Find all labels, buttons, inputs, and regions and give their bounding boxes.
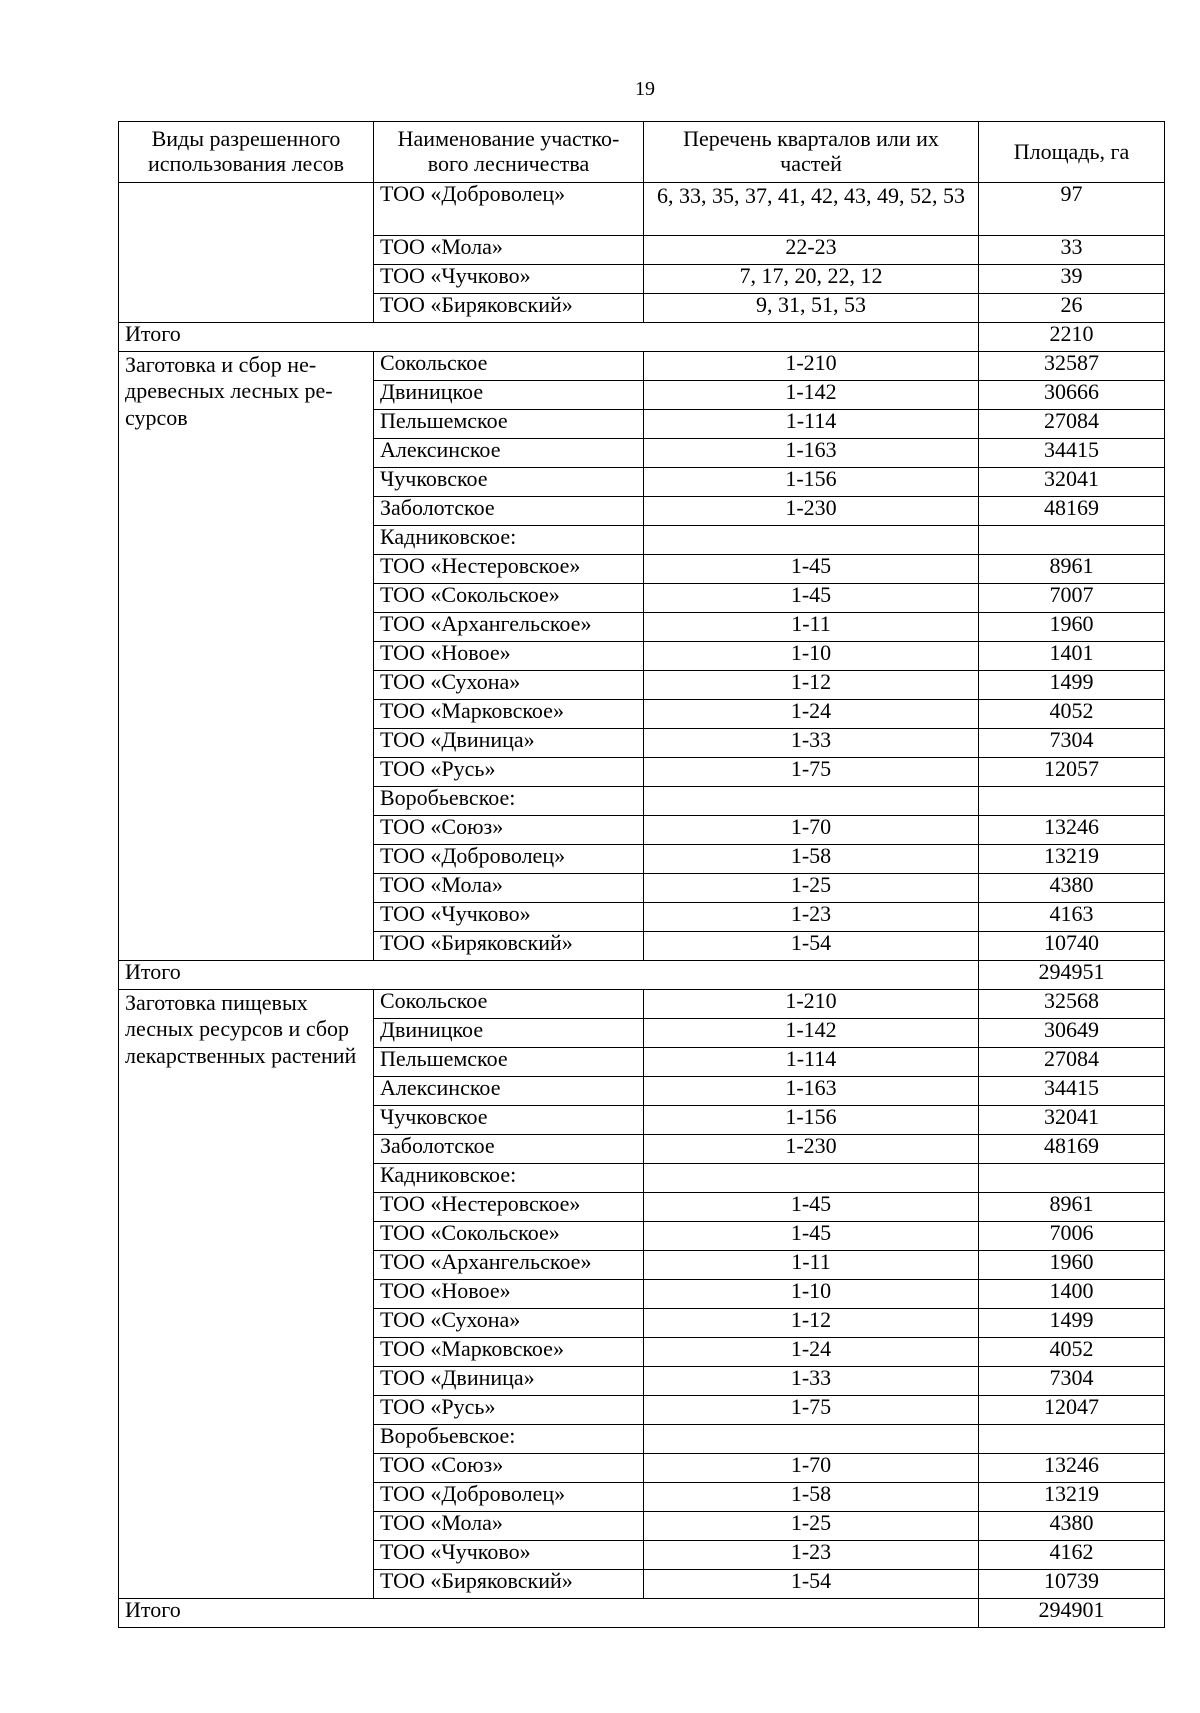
quarters: 1-114 <box>644 410 979 439</box>
quarters <box>644 526 979 555</box>
area: 7006 <box>979 1222 1165 1251</box>
quarters <box>644 1164 979 1193</box>
quarters: 1-24 <box>644 700 979 729</box>
quarters: 1-142 <box>644 1019 979 1048</box>
quarters: 1-70 <box>644 1454 979 1483</box>
area: 10739 <box>979 1570 1165 1599</box>
quarters: 7, 17, 20, 22, 12 <box>644 265 979 294</box>
quarters: 1-45 <box>644 584 979 613</box>
quarters: 1-70 <box>644 816 979 845</box>
area <box>979 526 1165 555</box>
forestry-name: ТОО «Марковское» <box>374 1338 644 1367</box>
area: 48169 <box>979 1135 1165 1164</box>
forestry-name: ТОО «Русь» <box>374 758 644 787</box>
area: 33 <box>979 236 1165 265</box>
area: 32587 <box>979 352 1165 381</box>
area: 7304 <box>979 1367 1165 1396</box>
forestry-name: ТОО «Доброволец» <box>374 845 644 874</box>
forestry-name: Заболотское <box>374 1135 644 1164</box>
forestry-name: ТОО «Русь» <box>374 1396 644 1425</box>
forestry-name: ТОО «Новое» <box>374 642 644 671</box>
area: 30649 <box>979 1019 1165 1048</box>
area: 13246 <box>979 1454 1165 1483</box>
area: 4380 <box>979 874 1165 903</box>
quarters: 1-75 <box>644 758 979 787</box>
quarters: 1-33 <box>644 729 979 758</box>
quarters: 1-10 <box>644 1280 979 1309</box>
forest-use-table <box>118 121 1165 1628</box>
forestry-name: ТОО «Нестеровское» <box>374 1193 644 1222</box>
area: 1401 <box>979 642 1165 671</box>
forestry-name: ТОО «Мола» <box>374 874 644 903</box>
area: 1960 <box>979 1251 1165 1280</box>
quarters: 1-163 <box>644 439 979 468</box>
area: 7304 <box>979 729 1165 758</box>
forestry-name: ТОО «Союз» <box>374 816 644 845</box>
forestry-name: ТОО «Двиница» <box>374 729 644 758</box>
quarters <box>644 787 979 816</box>
forestry-name: ТОО «Чучково» <box>374 1541 644 1570</box>
forestry-name: Алексинское <box>374 439 644 468</box>
forestry-name: ТОО «Сокольское» <box>374 1222 644 1251</box>
quarters: 6, 33, 35, 37, 41, 42, 43, 49, 52, 53 <box>644 183 979 236</box>
area: 34415 <box>979 1077 1165 1106</box>
quarters: 1-163 <box>644 1077 979 1106</box>
total-area: 2210 <box>979 323 1165 352</box>
area: 4052 <box>979 700 1165 729</box>
area: 1960 <box>979 613 1165 642</box>
quarters: 1-58 <box>644 1483 979 1512</box>
forestry-name: Заболотское <box>374 497 644 526</box>
forestry-name: ТОО «Биряковский» <box>374 1570 644 1599</box>
table-row <box>119 183 1165 236</box>
total-label: Итого <box>119 1599 979 1628</box>
header-area: Площадь, га <box>979 122 1165 183</box>
area: 13219 <box>979 1483 1165 1512</box>
area: 13246 <box>979 816 1165 845</box>
quarters: 1-58 <box>644 845 979 874</box>
forestry-name: Пельшемское <box>374 1048 644 1077</box>
forestry-name: Кадниковское: <box>374 526 644 555</box>
forestry-name: ТОО «Биряковский» <box>374 932 644 961</box>
area: 1499 <box>979 671 1165 700</box>
use-type: Заготовка и сбор не-древесных лесных ре-сурсов <box>119 352 374 961</box>
quarters: 1-156 <box>644 468 979 497</box>
forestry-name: Воробьевское: <box>374 1425 644 1454</box>
quarters: 1-210 <box>644 990 979 1019</box>
quarters: 1-114 <box>644 1048 979 1077</box>
forestry-name: ТОО «Двиница» <box>374 1367 644 1396</box>
area: 4052 <box>979 1338 1165 1367</box>
quarters: 1-230 <box>644 497 979 526</box>
forestry-name: Чучковское <box>374 1106 644 1135</box>
use-type: Заготовка пищевых лесных ресурсов и сбор лекарственных растений <box>119 990 374 1599</box>
quarters <box>644 1425 979 1454</box>
forestry-name: ТОО «Доброволец» <box>374 183 644 236</box>
forestry-name: ТОО «Мола» <box>374 1512 644 1541</box>
forestry-name: ТОО «Сухона» <box>374 1309 644 1338</box>
area: 97 <box>979 183 1165 236</box>
forestry-name: Сокольское <box>374 352 644 381</box>
header-use-type: Виды разрешенного использования лесов <box>119 122 374 183</box>
quarters: 1-23 <box>644 903 979 932</box>
area <box>979 1164 1165 1193</box>
area: 1400 <box>979 1280 1165 1309</box>
quarters: 1-33 <box>644 1367 979 1396</box>
quarters: 1-45 <box>644 1193 979 1222</box>
forestry-name: ТОО «Нестеровское» <box>374 555 644 584</box>
forestry-name: Алексинское <box>374 1077 644 1106</box>
area: 4380 <box>979 1512 1165 1541</box>
header-forestry-name: Наименование участко-вого лесничества <box>374 122 644 183</box>
quarters: 9, 31, 51, 53 <box>644 294 979 323</box>
forestry-name: ТОО «Сухона» <box>374 671 644 700</box>
area: 34415 <box>979 439 1165 468</box>
total-row <box>119 323 1165 352</box>
area: 32041 <box>979 1106 1165 1135</box>
area: 27084 <box>979 410 1165 439</box>
forestry-name: ТОО «Биряковский» <box>374 294 644 323</box>
area: 12047 <box>979 1396 1165 1425</box>
forestry-name: Пельшемское <box>374 410 644 439</box>
quarters: 1-10 <box>644 642 979 671</box>
area: 48169 <box>979 497 1165 526</box>
section-non-wood-resources <box>119 352 1165 990</box>
area: 13219 <box>979 845 1165 874</box>
quarters: 1-12 <box>644 1309 979 1338</box>
quarters: 1-25 <box>644 1512 979 1541</box>
quarters: 1-24 <box>644 1338 979 1367</box>
area: 8961 <box>979 555 1165 584</box>
area: 12057 <box>979 758 1165 787</box>
section-food-resources <box>119 990 1165 1628</box>
area: 30666 <box>979 381 1165 410</box>
use-type-cell-empty <box>119 183 374 323</box>
area: 39 <box>979 265 1165 294</box>
forestry-name: ТОО «Сокольское» <box>374 584 644 613</box>
area: 32568 <box>979 990 1165 1019</box>
total-area: 294901 <box>979 1599 1165 1628</box>
area: 8961 <box>979 1193 1165 1222</box>
quarters: 1-54 <box>644 932 979 961</box>
area: 10740 <box>979 932 1165 961</box>
header-row <box>119 122 1165 183</box>
forestry-name: Сокольское <box>374 990 644 1019</box>
quarters: 1-230 <box>644 1135 979 1164</box>
forestry-name: ТОО «Марковское» <box>374 700 644 729</box>
area: 27084 <box>979 1048 1165 1077</box>
forestry-name: ТОО «Мола» <box>374 236 644 265</box>
area: 1499 <box>979 1309 1165 1338</box>
forestry-name: ТОО «Архангельское» <box>374 613 644 642</box>
area: 26 <box>979 294 1165 323</box>
area: 32041 <box>979 468 1165 497</box>
total-label: Итого <box>119 961 979 990</box>
quarters: 1-11 <box>644 613 979 642</box>
quarters: 1-25 <box>644 874 979 903</box>
forestry-name: ТОО «Союз» <box>374 1454 644 1483</box>
forestry-name: ТОО «Чучково» <box>374 903 644 932</box>
quarters: 1-142 <box>644 381 979 410</box>
quarters: 1-45 <box>644 555 979 584</box>
quarters: 1-12 <box>644 671 979 700</box>
forestry-name: ТОО «Новое» <box>374 1280 644 1309</box>
table-row <box>119 352 1165 381</box>
quarters: 1-45 <box>644 1222 979 1251</box>
total-row <box>119 961 1165 990</box>
area: 7007 <box>979 584 1165 613</box>
forestry-name: Двиницкое <box>374 1019 644 1048</box>
quarters: 22-23 <box>644 236 979 265</box>
quarters: 1-23 <box>644 1541 979 1570</box>
total-label: Итого <box>119 323 979 352</box>
forestry-name: Двиницкое <box>374 381 644 410</box>
forestry-name: Кадниковское: <box>374 1164 644 1193</box>
total-row <box>119 1599 1165 1628</box>
area: 4163 <box>979 903 1165 932</box>
quarters: 1-75 <box>644 1396 979 1425</box>
quarters: 1-11 <box>644 1251 979 1280</box>
quarters: 1-54 <box>644 1570 979 1599</box>
total-area: 294951 <box>979 961 1165 990</box>
quarters: 1-156 <box>644 1106 979 1135</box>
forestry-name: ТОО «Чучково» <box>374 265 644 294</box>
area: 4162 <box>979 1541 1165 1570</box>
quarters: 1-210 <box>644 352 979 381</box>
area <box>979 787 1165 816</box>
table-row <box>119 990 1165 1019</box>
forestry-name: ТОО «Архангельское» <box>374 1251 644 1280</box>
page-number: 19 <box>635 78 655 100</box>
area <box>979 1425 1165 1454</box>
forestry-name: Чучковское <box>374 468 644 497</box>
forestry-name: Воробьевское: <box>374 787 644 816</box>
forestry-name: ТОО «Доброволец» <box>374 1483 644 1512</box>
header-quarters: Перечень кварталов или их частей <box>644 122 979 183</box>
